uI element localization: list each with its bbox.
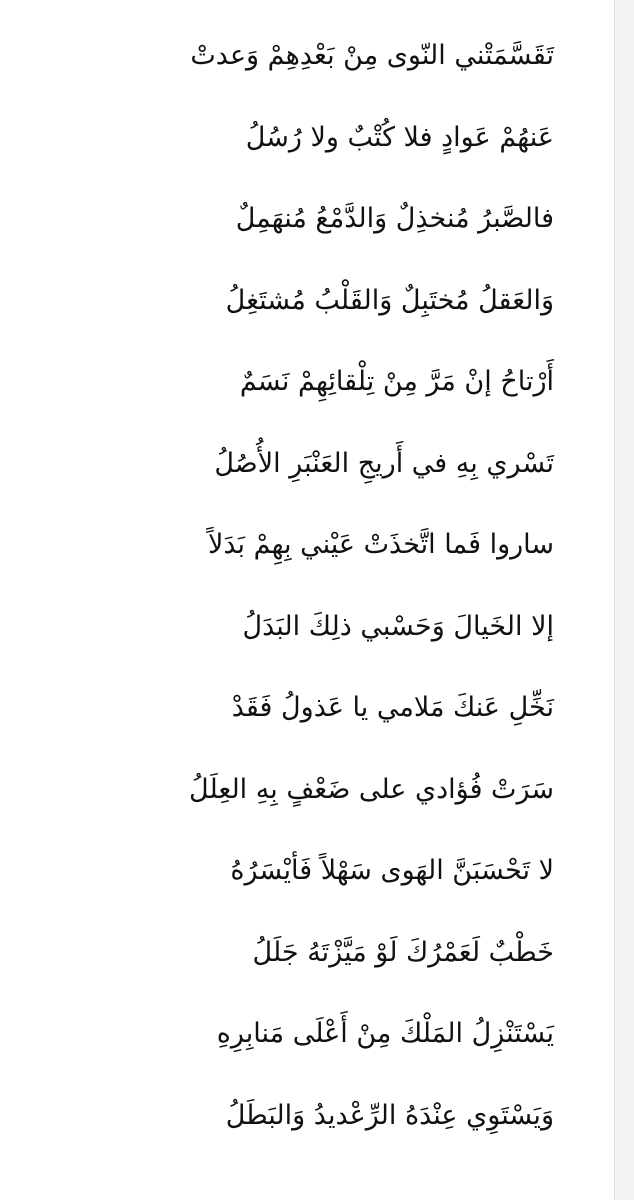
verse-line: فالصَّبرُ مُنخذِلٌ وَالدَّمْعُ مُنهَمِلٌ	[235, 203, 554, 234]
verse-line: وَيَسْتَوِي عِنْدَهُ الرِّعْديدُ وَالبَطَلُ	[225, 1099, 554, 1131]
verse-line: يَسْتَنْزِلُ المَلْكَ مِنْ أَعْلَى مَنابِرِهِ	[216, 1018, 554, 1049]
verse-line: خَطْبٌ لَعَمْرُكَ لَوْ مَيَّزْتَهُ جَلَلُ	[252, 936, 554, 968]
verse-line: لا تَحْسَبَنَّ الهَوى سَهْلاً فَأيْسَرُهُ	[230, 855, 554, 886]
verse-line: تَسْري بِهِ في أَريجِ العَنْبَرِ الأُصُلُ	[214, 447, 554, 479]
verse-line: سَرَتْ فُؤادي على ضَعْفٍ بِهِ العِلَلُ	[189, 773, 554, 805]
verse-line: ساروا فَما اتَّخذَتْ عَيْني بِهِمْ بَدَلاً	[207, 529, 554, 560]
verse-line: إلا الخَيالَ وَحَسْبي ذلِكَ البَدَلُ	[242, 610, 554, 642]
vertical-scrollbar[interactable]	[614, 0, 634, 1200]
verse-line: وَالعَقلُ مُختَبِلٌ وَالقَلْبُ مُشتَغِلُ	[225, 284, 554, 316]
verse-line: تَقَسَّمَتْني النّوى مِنْ بَعْدِهِمْ وَعدتْ	[190, 40, 554, 71]
verse-line: عَنهُمْ عَوادٍ فلا كُتْبٌ ولا رُسُلُ	[245, 121, 554, 153]
verse-line: أَرْتاحُ إنْ مَرَّ مِنْ تِلْقائِهِمْ نَسَمٌ	[239, 366, 554, 397]
poem	[74, 26, 554, 1167]
verse-line: نَخِّلِ عَنكَ مَلامي يا عَذولُ فَقَدْ	[231, 692, 554, 723]
